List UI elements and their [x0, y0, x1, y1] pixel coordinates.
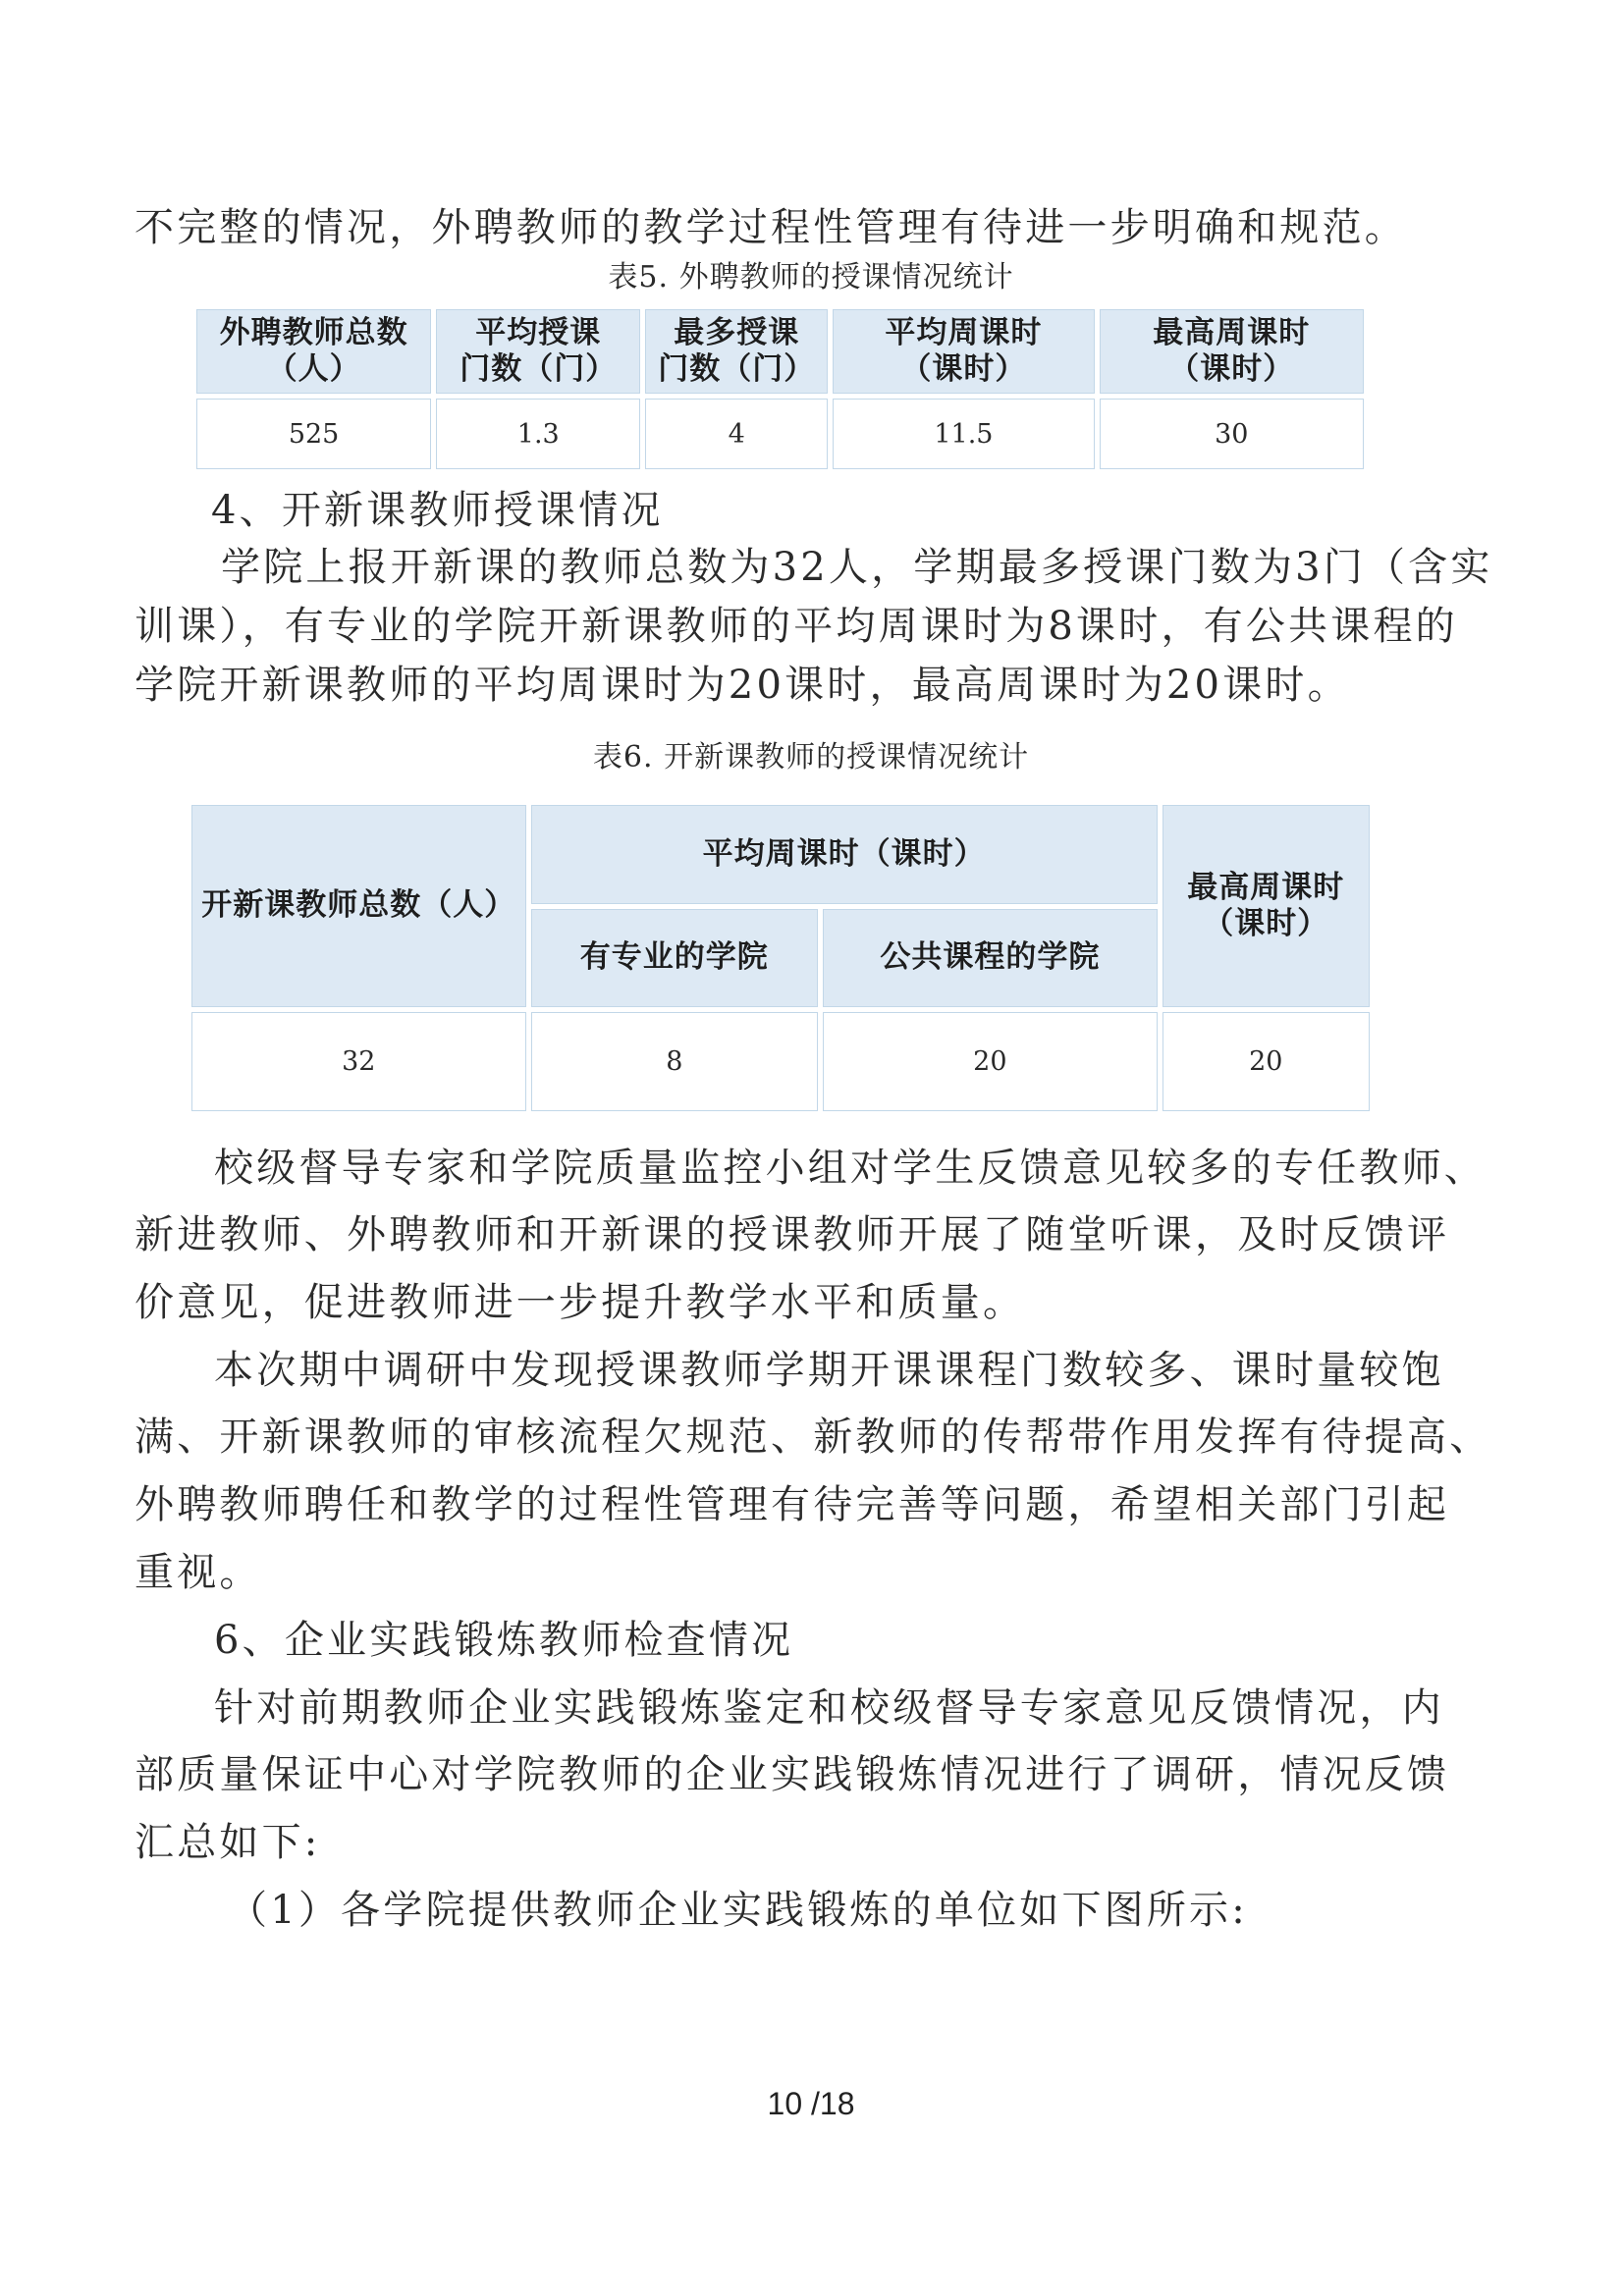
paragraph-line: 新进教师、外聘教师和开新课的授课教师开展了随堂听课，及时反馈评: [135, 1212, 1450, 1257]
table5-value-cell: 11.5: [833, 399, 1094, 469]
table5-header-cell: 外聘教师总数 （人）: [196, 309, 431, 394]
paragraph-line: 价意见，促进教师进一步提升教学水平和质量。: [135, 1280, 1026, 1325]
table6-header-avg-major: 有专业的学院: [531, 909, 818, 1007]
table6-value-cell: 8: [531, 1012, 818, 1111]
paragraph-line: 学院上报开新课的教师总数为32人，学期最多授课门数为3门（含实: [221, 545, 1493, 590]
page-number: 10 /18: [767, 2086, 855, 2121]
table5-value-cell: 30: [1100, 399, 1364, 469]
section-heading: 6、企业实践锻炼教师检查情况: [214, 1618, 794, 1663]
paragraph-line: 外聘教师聘任和教学的过程性管理有待完善等问题，希望相关部门引起: [135, 1482, 1450, 1527]
table5-header-cell: 最高周课时 （课时）: [1100, 309, 1364, 394]
paragraph-line: 校级督导专家和学院质量监控小组对学生反馈意见较多的专任教师、: [214, 1146, 1487, 1191]
paragraph-line: 学院开新课教师的平均周课时为20课时，最高周课时为20课时。: [135, 663, 1350, 708]
table6-header-avg: 平均周课时（课时）: [531, 805, 1158, 904]
table5-value-cell: 4: [645, 399, 828, 469]
table5-header-cell: 平均周课时 （课时）: [833, 309, 1094, 394]
section-heading: 4、开新课教师授课情况: [211, 488, 664, 533]
table6: [187, 800, 1375, 1116]
paragraph-line: 训课），有专业的学院开新课教师的平均周课时为8课时，有公共课程的: [135, 604, 1458, 649]
table5-caption: 表5. 外聘教师的授课情况统计: [608, 260, 1014, 294]
paragraph-line: 部质量保证中心对学院教师的企业实践锻炼情况进行了调研，情况反馈: [135, 1752, 1450, 1797]
table5-header-cell: 平均授课 门数（门）: [436, 309, 640, 394]
table6-value-cell: 20: [823, 1012, 1158, 1111]
table5-header-cell: 最多授课 门数（门）: [645, 309, 828, 394]
paragraph-line: 针对前期教师企业实践锻炼鉴定和校级督导专家意见反馈情况，内: [214, 1685, 1444, 1731]
table6-caption: 表6. 开新课教师的授课情况统计: [592, 740, 1030, 774]
paragraph-line: 本次期中调研中发现授课教师学期开课课程门数较多、课时量较饱: [214, 1348, 1444, 1393]
table6-header-total: 开新课教师总数（人）: [191, 805, 526, 1007]
paragraph-line: 不完整的情况，外聘教师的教学过程性管理有待进一步明确和规范。: [135, 205, 1407, 250]
list-item: （1）各学院提供教师企业实践锻炼的单位如下图所示:: [228, 1888, 1248, 1933]
table6-header-avg-public: 公共课程的学院: [823, 909, 1158, 1007]
table6-value-cell: 32: [191, 1012, 526, 1111]
paragraph-line: 满、开新课教师的审核流程欠规范、新教师的传帮带作用发挥有待提高、: [135, 1415, 1492, 1460]
paragraph-line: 重视。: [135, 1550, 262, 1595]
paragraph-line: 汇总如下:: [135, 1820, 321, 1865]
table5-value-cell: 525: [196, 399, 431, 469]
table6-value-cell: 20: [1162, 1012, 1370, 1111]
table6-header-max: 最高周课时 （课时）: [1162, 805, 1370, 1007]
table5-value-cell: 1.3: [436, 399, 640, 469]
table5: [191, 304, 1369, 474]
